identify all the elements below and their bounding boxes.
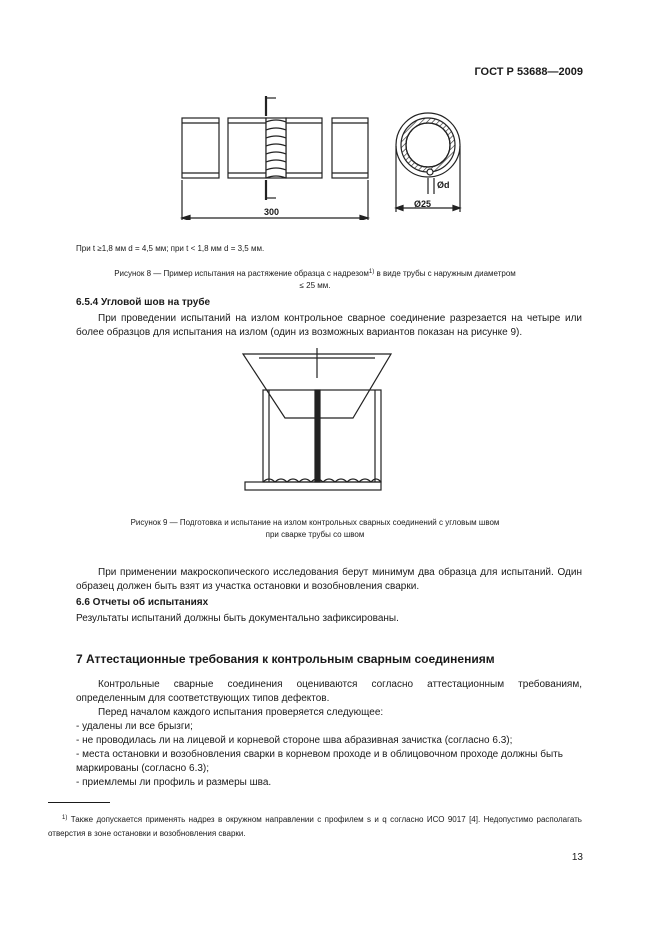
section-6-5-4-paragraph [76, 312, 582, 340]
section-7-title: 7 Аттестационные требования к контрольным сварным соединениям [76, 652, 495, 666]
figure-8-caption-line2: ≤ 25 мм. [299, 281, 331, 290]
check-list [76, 720, 582, 790]
section-7-paragraph-1-text: Контрольные сварные соединения оцениваются согласно аттестационным требованиям, определенным для соответствующих типов дефектов. [76, 679, 582, 704]
footnote-ref: 1) [368, 269, 375, 275]
footnote-text: Также допускается применять надрез в окружном направлении с профилем s и q согласно ИСО 9017 [4]. Недопустимо располагать отверстия в зоне остановки и возобновления сварки. [48, 815, 582, 838]
footnote [48, 813, 582, 841]
list-item-text: - удалены ли все брызги; [76, 721, 193, 732]
dimension-length-label: 300 [264, 207, 280, 217]
macro-paragraph [76, 566, 582, 594]
dimension-diameter-label: Ø25 [414, 199, 432, 209]
section-6-6-text: Результаты испытаний должны быть документально зафиксированы. [76, 613, 399, 624]
section-6-6-paragraph [76, 612, 582, 626]
figure-8-note: При t ≥1,8 мм d = 4,5 мм; при t < 1,8 мм d = 3,5 мм. [76, 244, 265, 253]
list-item [76, 734, 582, 748]
document-header: ГОСТ Р 53688—2009 [474, 66, 583, 78]
figure-9-caption-line2: при сварке трубы со швом [265, 530, 365, 539]
figure-8-caption-end: в виде трубы с наружным диаметром [374, 269, 516, 278]
footnote-rule [48, 802, 110, 803]
footnote-mark: 1) [62, 815, 68, 821]
list-item [76, 748, 582, 776]
section-7-paragraph-1 [76, 678, 582, 706]
dimension-d-label: Ød [437, 180, 450, 190]
list-item-text: - места остановки и возобновления сварки в корневом проходе и в облицовочном проходе должны быть маркированы (согласно 6.3); [76, 749, 563, 774]
figure-8-caption [48, 268, 582, 292]
list-item-text: - не проводилась ли на лицевой и корневой стороне шва абразивная зачистка (согласно 6.3); [76, 735, 513, 746]
figure-8-caption-text: Рисунок 8 — Пример испытания на растяжение образца с надрезом [114, 269, 369, 278]
section-7-paragraph-2 [76, 706, 582, 720]
section-6-5-4-text: При проведении испытаний на излом контрольное сварное соединение разрезается на четыре или более образцов для испытания на излом (один из возможных вариантов показан на рисунке 9). [76, 313, 582, 338]
macro-paragraph-text: При применении макроскопического исследования берут минимум два образца для испытаний. Один образец должен быть взят из участка остановки и возобновления сварки. [76, 567, 582, 592]
list-item [76, 720, 582, 734]
section-7-paragraph-2-text: Перед началом каждого испытания проверяется следующее: [98, 707, 384, 718]
figure-9-caption-line1: Рисунок 9 — Подготовка и испытание на излом контрольных сварных соединений с угловым швом [130, 518, 500, 527]
figure-9-caption [48, 517, 582, 541]
figure-9-drawing [237, 348, 407, 498]
section-6-6-title: 6.6 Отчеты об испытаниях [76, 597, 209, 608]
list-item-text: - приемлемы ли профиль и размеры шва. [76, 777, 272, 788]
list-item [76, 776, 582, 790]
section-6-5-4-title: 6.5.4 Угловой шов на трубе [76, 297, 211, 308]
page-number: 13 [571, 852, 583, 863]
